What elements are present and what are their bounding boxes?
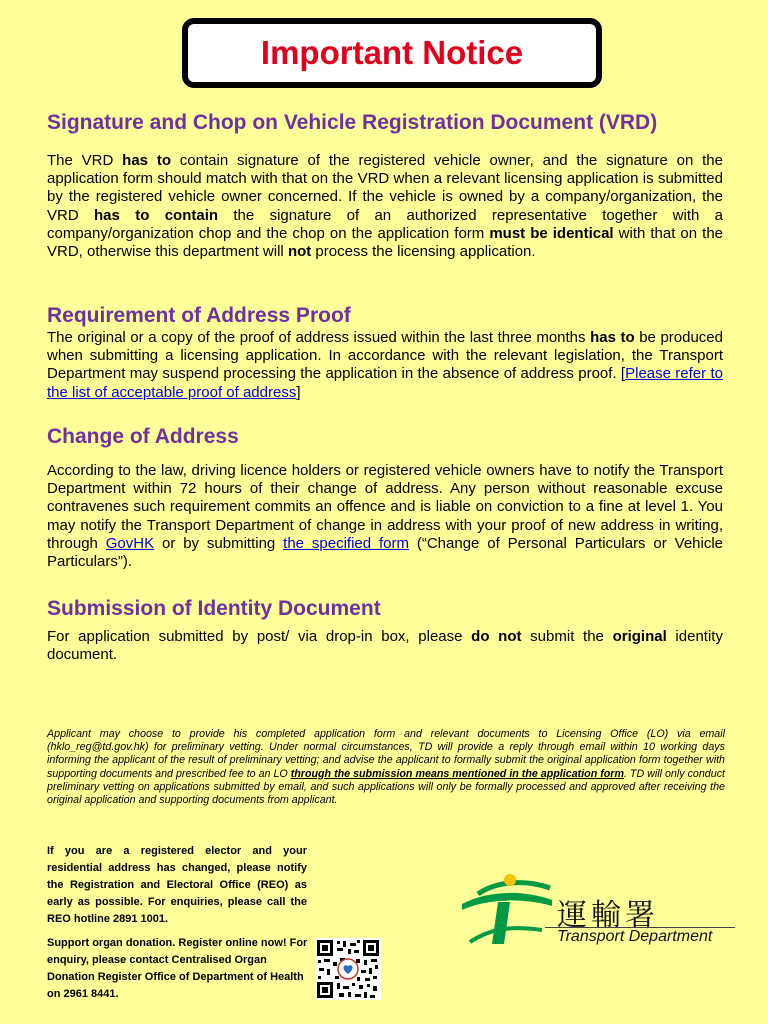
address-proof-list-link[interactable]: Please refer to the list of acceptable proof of address (47, 365, 723, 401)
logo-english-name: Transport Department (557, 928, 713, 945)
vetting-text-1: Applicant may choose to provide his completed application form and relevant documents to Licensing Office (LO) via email (hklo_reg@td.gov.hk) for preliminary vetting. Under normal circumstances, TD will provide a reply through email within 10 working days informing the applicant of the result of preliminary vetting; and advise the applicant to formally submit the original application form together with supporting documents and prescribed fee to an LO (47, 728, 725, 780)
banner-title: Important Notice (260, 34, 524, 71)
vrd-bold-2: has to contain (94, 206, 219, 224)
specified-form-link[interactable]: the specified form (283, 534, 409, 552)
notice-banner (182, 18, 602, 88)
preliminary-vetting-note (47, 728, 725, 807)
qr-code[interactable] (315, 938, 381, 1000)
organ-donation-notice: Support organ donation. Register online now! For enquiry, please contact Centralised Organ Donation Register Office of Department of Health on 2961 8441. (47, 937, 308, 1000)
change-address-text-2: or by submitting (154, 534, 284, 552)
identity-text-3: identity document. (47, 628, 723, 664)
identity-text-1: For application submitted by post/ via drop-in box, please (47, 628, 472, 645)
vrd-bold-3: must be identical (489, 224, 614, 242)
change-address-paragraph (47, 462, 723, 571)
address-proof-text-3: ] (296, 383, 301, 401)
identity-heading: Submission of Identity Document (47, 597, 381, 620)
address-proof-text-1: The original or a copy of the proof of address issued within the last three months (47, 329, 591, 346)
address-proof-paragraph (47, 329, 723, 402)
vetting-bold-1: through the submission means mentioned in the application form (290, 767, 624, 780)
vrd-bold-1: has to (122, 152, 171, 169)
identity-bold-1: do not (471, 628, 522, 645)
identity-bold-2: original (612, 628, 667, 645)
vrd-text-4: with that on the VRD, otherwise this department will (47, 224, 724, 261)
change-address-text-3: (“Change of Personal Particulars or Vehicle Particulars”). (47, 534, 724, 571)
change-address-heading: Change of Address (47, 425, 239, 448)
identity-section (47, 596, 723, 664)
address-proof-heading: Requirement of Address Proof (47, 304, 351, 327)
address-proof-bold-1: has to (590, 329, 635, 346)
address-proof-section (47, 303, 723, 402)
vrd-text-1: The VRD (47, 152, 123, 169)
vrd-heading: Signature and Chop on Vehicle Registration Document (VRD) (47, 111, 658, 134)
vrd-text-3: the signature of an authorized representative together with a company/organization chop and the chop on the application form (47, 206, 724, 242)
transport-department-logo-icon (458, 870, 554, 950)
change-address-text-1: According to the law, driving licence holders or registered vehicle owners have to notify the Transport Department within 72 hours of their change of address. Any person without reasonable excuse contravenes such requirement commits an offence and is liable on conviction to a fine at level 1. You may notify the Transport Department of change in address with your proof of new address in writing, through (47, 462, 723, 552)
vrd-bold-4: not (287, 243, 312, 261)
govhk-link[interactable]: GovHK (105, 534, 155, 552)
logo-chinese-name: 運輸署 (557, 898, 659, 933)
identity-paragraph (47, 628, 723, 664)
vetting-text-2: . TD will only conduct preliminary vetting on applications submitted by email, and such applications will only be formally processed and approved after receiving the original application and supporting documents from applicant. (47, 767, 726, 807)
reo-notice: If you are a registered elector and your residential address has changed, please notify the Registration and Electoral Office (REO) as early as possible. For enquiries, please call the REO hotline 2891 1001. (47, 845, 307, 925)
vrd-text-5: process the licensing application. (311, 243, 536, 261)
vrd-paragraph (47, 152, 723, 261)
identity-text-2: submit the (521, 628, 613, 645)
vrd-section (47, 110, 723, 261)
vrd-text-2: contain signature of the registered vehicle owner, and the signature on the application form should match with that on the VRD when a relevant licensing application is submitted by the registered vehicle owner concerned. If the vehicle is owned by a company/organization, the VRD (47, 152, 723, 224)
change-address-section (47, 424, 723, 571)
address-proof-text-2: be produced when submitting a licensing application. In accordance with the relevant legislation, the Transport Department may suspend processing the application in the absence of address proof. [ (47, 329, 723, 383)
